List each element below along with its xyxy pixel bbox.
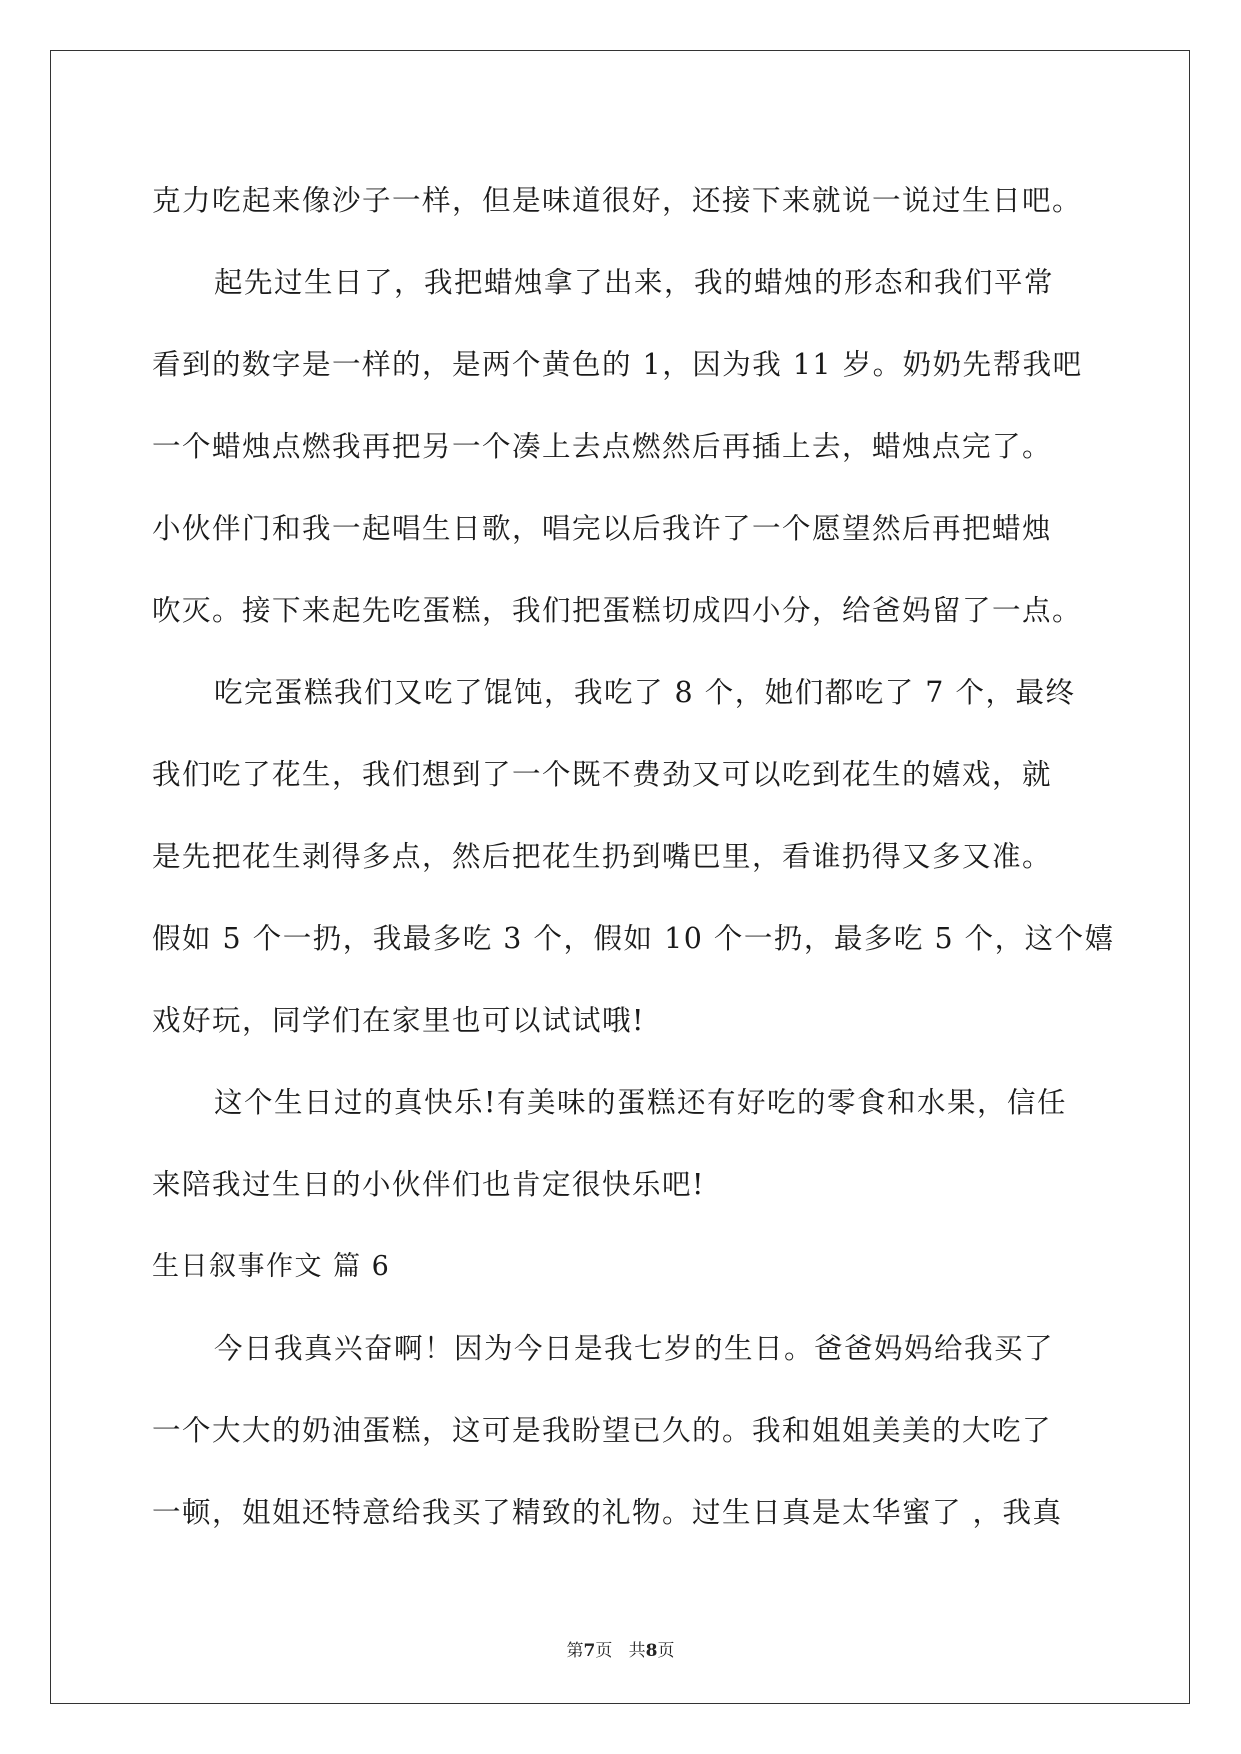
text-line: 戏好玩，同学们在家里也可以试试哦!	[152, 1004, 645, 1037]
footer-middle: 页 共	[595, 1641, 646, 1661]
page-footer	[0, 1636, 1241, 1661]
text-line: 来陪我过生日的小伙伴们也肯定很快乐吧!	[152, 1168, 705, 1201]
paragraph-start-line: 吃完蛋糕我们又吃了馄饨，我吃了 8 个，她们都吃了 7 个，最终	[214, 676, 1076, 709]
text-line: 看到的数字是一样的，是两个黄色的 1，因为我 11 岁。奶奶先帮我吧	[152, 348, 1083, 381]
text-line: 我们吃了花生，我们想到了一个既不费劲又可以吃到花生的嬉戏，就	[152, 758, 1053, 791]
text-line: 吹灭。接下来起先吃蛋糕，我们把蛋糕切成四小分，给爸妈留了一点。	[152, 594, 1083, 627]
text-line: 小伙伴门和我一起唱生日歌，唱完以后我许了一个愿望然后再把蜡烛	[152, 512, 1053, 545]
footer-prefix: 第	[566, 1641, 584, 1661]
text-line: 克力吃起来像沙子一样，但是味道很好，还接下来就说一说过生日吧。	[152, 184, 1083, 217]
section-heading: 生日叙事作文 篇 6	[152, 1251, 391, 1282]
paragraph-start-line: 起先过生日了，我把蜡烛拿了出来，我的蜡烛的形态和我们平常	[214, 266, 1055, 299]
footer-suffix: 页	[657, 1641, 675, 1661]
document-body	[152, 160, 1115, 1554]
paragraph-start-line: 这个生日过的真快乐!有美味的蛋糕还有好吃的零食和水果，信任	[214, 1086, 1067, 1119]
text-line: 假如 5 个一扔，我最多吃 3 个，假如 10 个一扔，最多吃 5 个，这个嬉	[152, 922, 1115, 955]
text-line: 一顿，姐姐还特意给我买了精致的礼物。过生日真是太华蜜了 ，我真	[152, 1496, 1063, 1529]
text-line: 是先把花生剥得多点，然后把花生扔到嘴巴里，看谁扔得又多又准。	[152, 840, 1053, 873]
text-line: 一个蜡烛点燃我再把另一个凑上去点燃然后再插上去，蜡烛点完了。	[152, 430, 1053, 463]
text-line: 一个大大的奶油蛋糕，这可是我盼望已久的。我和姐姐美美的大吃了	[152, 1414, 1053, 1447]
total-pages-number: 8	[645, 1641, 658, 1661]
current-page-number: 7	[583, 1641, 596, 1661]
paragraph-start-line: 今日我真兴奋啊！因为今日是我七岁的生日。爸爸妈妈给我买了	[214, 1332, 1055, 1365]
